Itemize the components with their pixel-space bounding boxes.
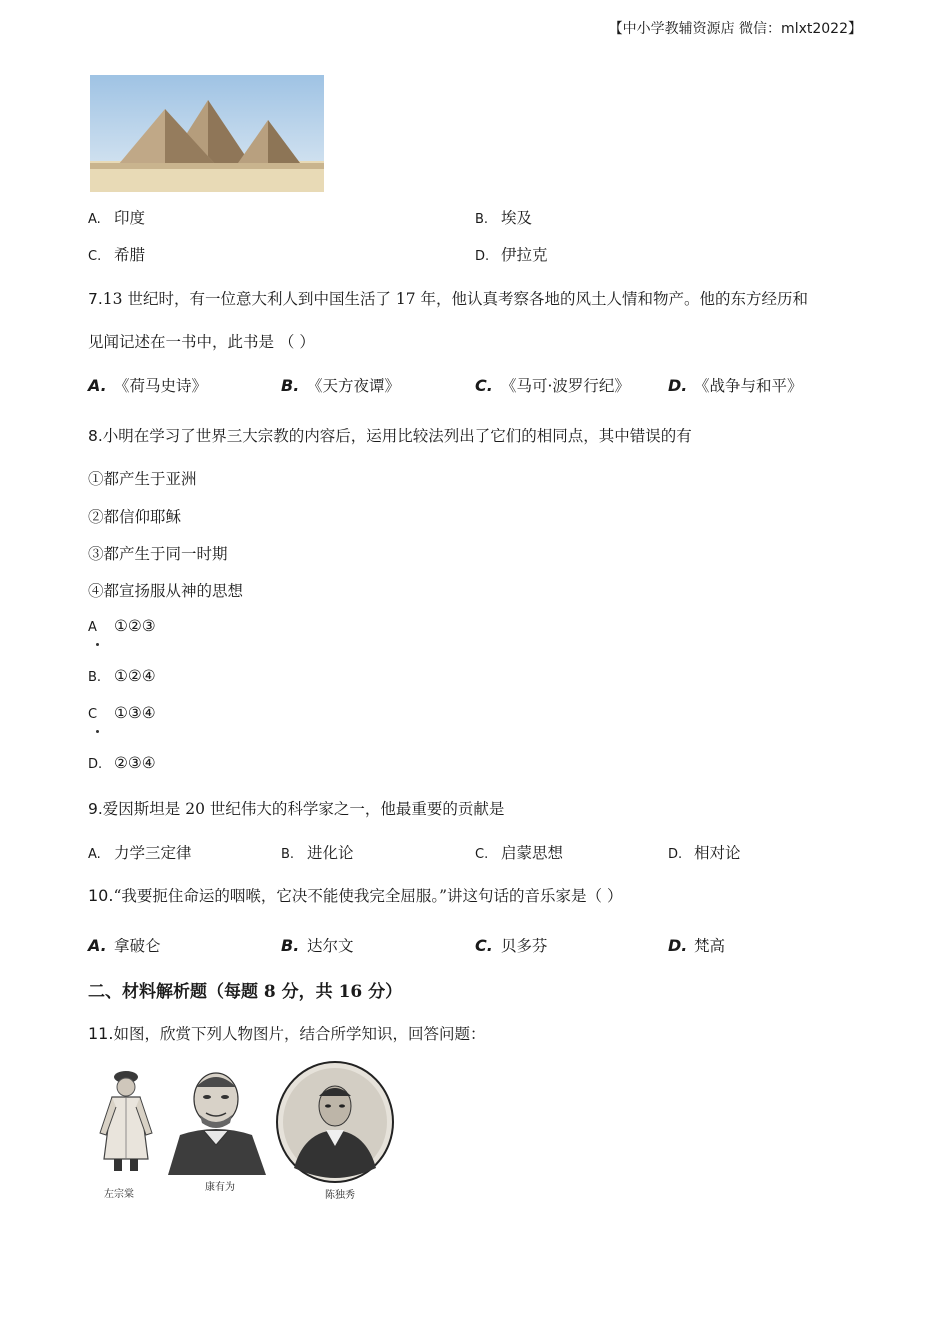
- q9-stem: 9.爱因斯坦是 20 世纪伟大的科学家之一，他最重要的贡献是: [88, 800, 505, 818]
- q8-item-4: ④都宣扬服从神的思想: [88, 582, 244, 600]
- section-2-heading: 二、材料解析题（每题 8 分，共 16 分）: [88, 982, 403, 1002]
- q6-option-d[interactable]: D. 伊拉克: [475, 246, 548, 264]
- q9-option-a[interactable]: A. 力学三定律: [88, 844, 192, 862]
- q6-option-c[interactable]: C. 希腊: [88, 246, 146, 264]
- pyramids-image: [90, 75, 324, 192]
- q8-item-1: ①都产生于亚洲: [88, 470, 197, 488]
- q10-option-b[interactable]: B. 达尔文: [281, 936, 354, 955]
- q10-stem: 10.“我要扼住命运的咽喉，它决不能使我完全屈服。”讲这句话的音乐家是（ ）: [88, 886, 623, 905]
- q6-option-b[interactable]: B. 埃及: [475, 209, 533, 227]
- q11-number: 11.: [88, 1024, 114, 1043]
- q8-number: 8.: [88, 427, 103, 445]
- q8-option-d[interactable]: D. ②③④: [88, 754, 156, 772]
- header-watermark: 【中小学教辅资源店 微信：mlxt2022】: [608, 21, 862, 37]
- portrait-kang-youwei: [160, 1065, 274, 1175]
- q6-option-a[interactable]: A. 印度: [88, 209, 146, 227]
- q11-stem: 11.如图，欣赏下列人物图片，结合所学知识，回答问题：: [88, 1024, 486, 1043]
- portrait-chen-duxiu: [274, 1060, 396, 1184]
- q8-item-3: ③都产生于同一时期: [88, 545, 228, 563]
- q7-option-d[interactable]: D. 《战争与和平》: [668, 376, 803, 395]
- caption-kang-youwei: 康有为: [205, 1182, 235, 1193]
- portrait-zuo-zongtang: [86, 1063, 164, 1183]
- q8-option-a[interactable]: A ①②③: [88, 617, 156, 635]
- q9-option-b[interactable]: B. 进化论: [281, 844, 354, 862]
- caption-zuo-zongtang: 左宗棠: [104, 1189, 134, 1200]
- q8-option-b[interactable]: B. ①②④: [88, 667, 156, 685]
- q10-option-c[interactable]: C. 贝多芬: [475, 936, 548, 955]
- q7-option-b[interactable]: B. 《天方夜谭》: [281, 376, 401, 395]
- q7-stem-line2: 见闻记述在一书中，此书是 （ ）: [88, 333, 315, 351]
- q9-option-c[interactable]: C. 启蒙思想: [475, 844, 564, 862]
- q8-option-c-dot: [96, 730, 99, 733]
- caption-chen-duxiu: 陈独秀: [325, 1190, 355, 1201]
- q7-number: 7.: [88, 290, 103, 308]
- q10-number: 10.: [88, 886, 114, 905]
- q8-option-c[interactable]: C ①③④: [88, 704, 156, 722]
- q9-option-d[interactable]: D. 相对论: [668, 844, 741, 862]
- q9-number: 9.: [88, 800, 103, 818]
- q8-stem: 8.小明在学习了世界三大宗教的内容后，运用比较法列出了它们的相同点，其中错误的有: [88, 427, 692, 445]
- q7-option-a[interactable]: A. 《荷马史诗》: [88, 376, 208, 395]
- q8-item-2: ②都信仰耶稣: [88, 508, 182, 526]
- q7-option-c[interactable]: C. 《马可·波罗行纪》: [475, 376, 630, 395]
- q8-option-a-dot: [96, 643, 99, 646]
- q10-option-d[interactable]: D. 梵高: [668, 936, 726, 955]
- q7-stem-line1: 7.13 世纪时，有一位意大利人到中国生活了 17 年，他认真考察各地的风土人情和物产。他的东方经历和: [88, 290, 809, 308]
- q10-option-a[interactable]: A. 拿破仑: [88, 936, 161, 955]
